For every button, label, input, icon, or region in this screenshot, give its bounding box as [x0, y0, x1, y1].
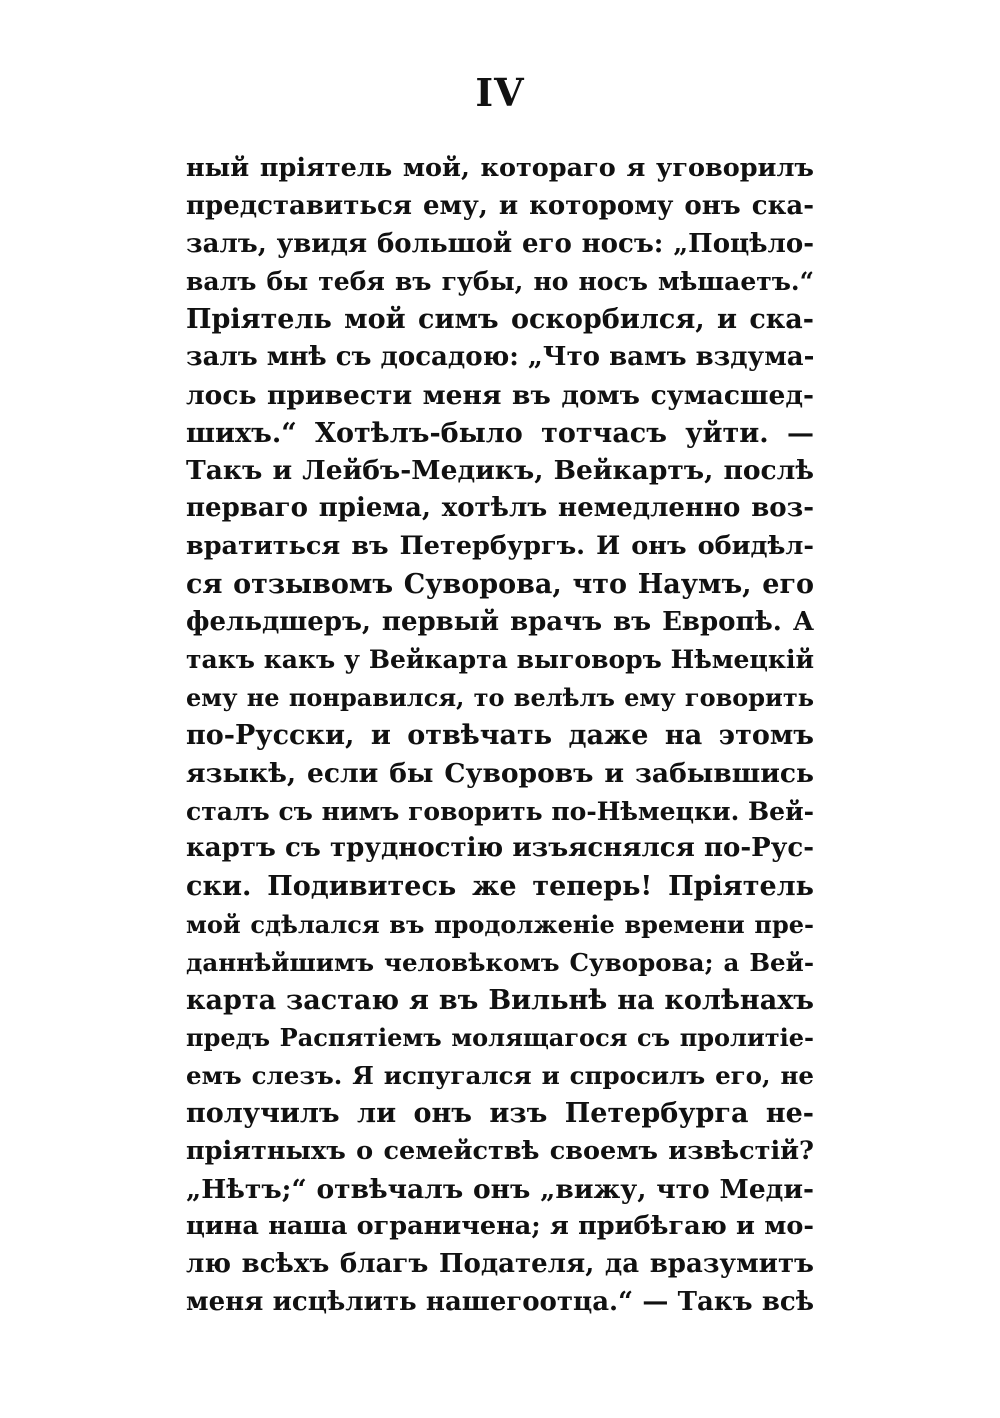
text-line: вратиться въ Петербургъ. И онъ обидѣл- — [186, 530, 814, 561]
text-line: пріятныхъ о семействѣ своемъ извѣстій? — [186, 1135, 814, 1166]
text-body — [186, 150, 814, 1322]
text-line: цина наша ограничена; я прибѣгаю и мо- — [186, 1211, 814, 1242]
text-line: ему не понравился, то велѣлъ ему говорить — [186, 683, 814, 713]
text-line: лю всѣхъ благъ Подателя, да вразумитъ — [186, 1249, 814, 1280]
text-line: меня исцѣлить нашегоотца.“ — Такъ всѣ — [186, 1286, 814, 1317]
text-line: карта застаю я въ Вильнѣ на колѣнахъ — [186, 984, 814, 1016]
text-line: ся отзывомъ Суворова, что Наумъ, его — [186, 568, 814, 600]
text-line: представиться ему, и которому онъ ска- — [186, 190, 814, 221]
page-number: IV — [475, 70, 525, 115]
text-line: ный пріятель мой, котораго я уговорилъ — [186, 153, 814, 183]
text-line: картъ съ трудностію изъяснялся по-Рус- — [186, 833, 814, 864]
text-line: лось привести меня въ домъ сумасшед- — [186, 379, 814, 411]
text-line: залъ мнѣ съ досадою: „Что вамъ вздума- — [186, 341, 814, 372]
text-line: Пріятель мой симъ оскорбился, и ска- — [186, 304, 814, 336]
text-line: такъ какъ у Вейкарта выговоръ Нѣмецкій — [186, 645, 814, 675]
text-line: перваго пріема, хотѣлъ немедленно воз- — [186, 493, 814, 524]
text-line: языкѣ, если бы Суворовъ и забывшись — [186, 757, 814, 789]
text-line: предъ Распятіемъ молящагося съ пролитіе- — [186, 1023, 814, 1053]
text-line: залъ, увидя большой его носъ: „Поцѣло- — [186, 228, 814, 259]
text-line: валъ бы тебя въ губы, но носъ мѣшаетъ.“ — [186, 267, 814, 297]
text-line: мой сдѣлался въ продолженіе времени пре- — [186, 909, 814, 939]
text-line: „Нѣтъ;“ отвѣчалъ онъ „вижу, что Меди- — [186, 1173, 814, 1205]
text-line: Такъ и Лейбъ-Медикъ, Вейкартъ, послѣ — [186, 455, 814, 487]
text-line: по-Русски, и отвѣчать даже на этомъ — [186, 719, 814, 751]
text-line: ски. Подивитесь же теперь! Пріятель — [186, 871, 814, 903]
text-line: даннѣйшимъ человѣкомъ Суворова; а Вей- — [186, 947, 814, 977]
text-line: шихъ.“ Хотѣлъ-было тотчасъ уйти. — — [186, 417, 814, 449]
text-line: емъ слезъ. Я испугался и спросилъ его, не — [186, 1061, 814, 1091]
text-line: сталъ съ нимъ говорить по-Нѣмецки. Вей- — [186, 796, 814, 826]
text-line: получилъ ли онъ изъ Петербурга не- — [186, 1097, 814, 1129]
text-line: фельдшеръ, первый врачъ въ Европѣ. А — [186, 606, 814, 637]
